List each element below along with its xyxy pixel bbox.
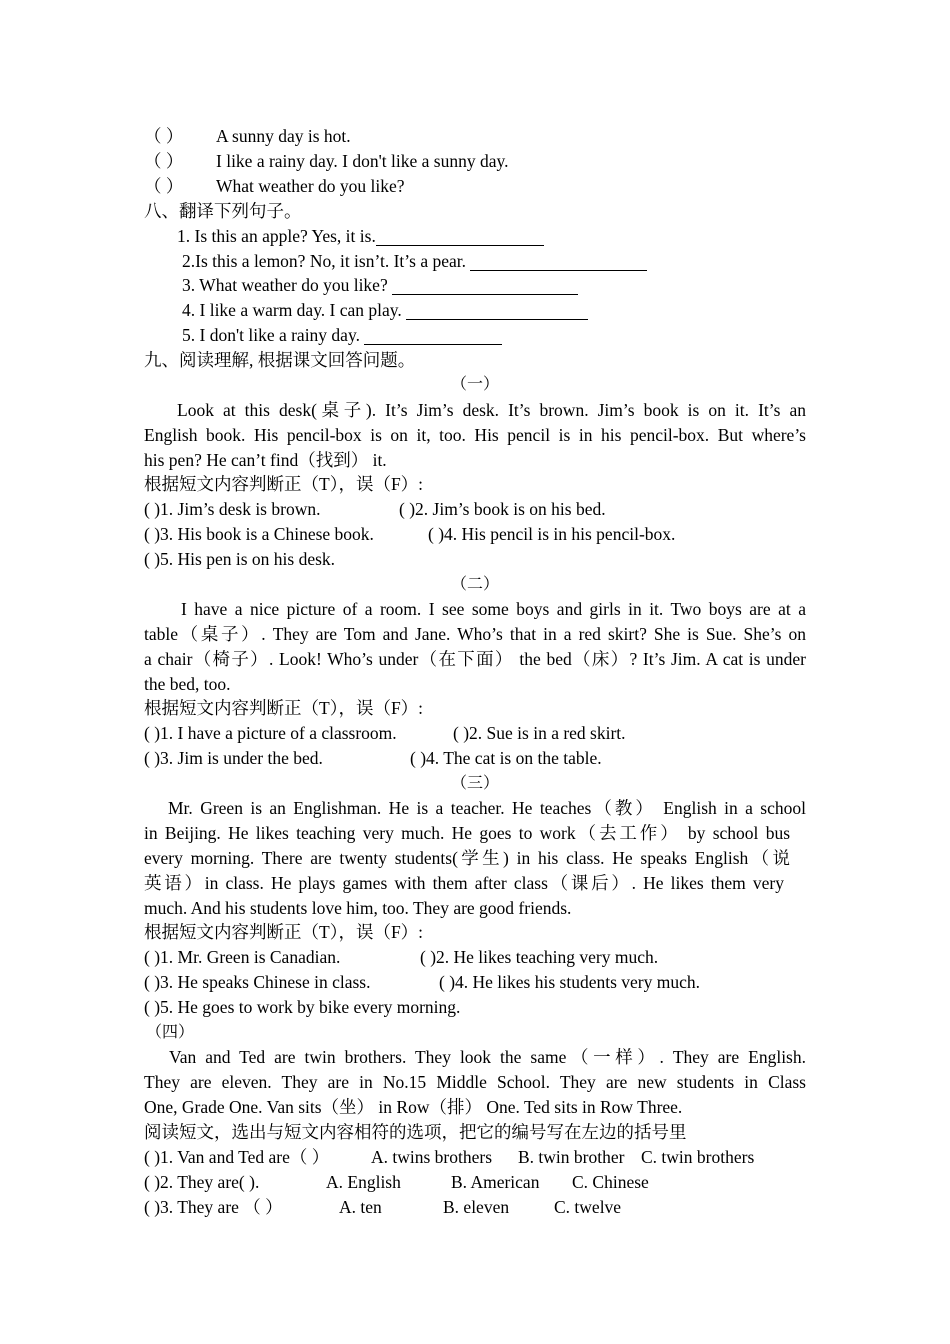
passage-line: every morning. There are twenty students(学生) in his class. He speaks English（说 bbox=[144, 848, 790, 868]
answer-bracket[interactable]: （ ） bbox=[144, 126, 184, 146]
passage-line: in Beijing. He likes teaching very much. He goes to work（去工作） by school bus bbox=[144, 823, 790, 843]
answer-blank[interactable] bbox=[470, 252, 647, 271]
translate-sentence: 5. I don't like a rainy day. bbox=[182, 325, 360, 345]
option-b[interactable]: B. twin brother bbox=[518, 1147, 625, 1167]
question-row bbox=[144, 497, 806, 522]
translate-item bbox=[182, 298, 782, 323]
passage-line: They are eleven. They are in No.15 Middle School. They are new students in Class bbox=[144, 1072, 806, 1092]
question-row bbox=[144, 522, 806, 547]
passage-line: table（桌子）. They are Tom and Jane. Who’s that in a red skirt? She is Sue. She’s on bbox=[144, 624, 806, 644]
judge-row bbox=[144, 124, 806, 149]
judge-instruction: 根据短文内容判断正（T），误（F）: bbox=[144, 474, 424, 494]
option-a[interactable]: A. twins brothers bbox=[371, 1147, 493, 1167]
answer-blank[interactable] bbox=[376, 227, 544, 246]
answer-bracket[interactable]: （ ） bbox=[144, 176, 184, 196]
passage-line: 英语）in class. He plays games with them after class（课后）. He likes them very bbox=[144, 873, 784, 893]
translate-item bbox=[182, 273, 782, 298]
passage-line: Van and Ted are twin brothers. They look the same（一样）. They are English. bbox=[169, 1047, 806, 1067]
passage-label: （一） bbox=[450, 376, 499, 393]
question[interactable]: ( )3. He speaks Chinese in class. bbox=[144, 972, 371, 992]
option-b[interactable]: B. American bbox=[451, 1172, 540, 1192]
question[interactable]: ( )5. His pen is on his desk. bbox=[144, 549, 336, 569]
passage-line: I have a nice picture of a room. I see some boys and girls in it. Two boys are at a bbox=[181, 599, 806, 619]
choice-instruction: 阅读短文，选出与短文内容相符的选项，把它的编号写在左边的括号里 bbox=[144, 1122, 687, 1142]
section-heading: 八、翻译下列句子。 bbox=[144, 201, 302, 221]
question[interactable]: ( )1. Mr. Green is Canadian. bbox=[144, 947, 341, 967]
judge-row bbox=[144, 174, 806, 199]
passage-line: his pen? He can’t find（找到） it. bbox=[144, 450, 387, 470]
question[interactable]: ( )4. He likes his students very much. bbox=[439, 972, 700, 992]
question-row bbox=[144, 547, 806, 572]
question[interactable]: ( )3. His book is a Chinese book. bbox=[144, 524, 374, 544]
question[interactable]: ( )4. His pencil is in his pencil-box. bbox=[428, 524, 676, 544]
choice-row bbox=[144, 1195, 806, 1220]
translate-sentence: 2.Is this a lemon? No, it isn’t. It’s a pear. bbox=[182, 251, 467, 271]
option-c[interactable]: C. Chinese bbox=[572, 1172, 649, 1192]
statement: What weather do you like? bbox=[216, 176, 405, 196]
option-a[interactable]: A. English bbox=[326, 1172, 401, 1192]
option-c[interactable]: C. twelve bbox=[554, 1197, 622, 1217]
question-row bbox=[144, 746, 806, 771]
answer-blank[interactable] bbox=[364, 326, 502, 345]
question-row bbox=[144, 995, 806, 1020]
passage-line: a chair（椅子）. Look! Who’s under（在下面） the bed（床）? It’s Jim. A cat is under bbox=[144, 649, 806, 669]
option-b[interactable]: B. eleven bbox=[443, 1197, 510, 1217]
translate-sentence: 4. I like a warm day. I can play. bbox=[182, 300, 402, 320]
translate-item bbox=[182, 323, 782, 348]
option-a[interactable]: A. ten bbox=[339, 1197, 382, 1217]
translate-sentence: 1. Is this an apple? Yes, it is. bbox=[177, 226, 376, 246]
question[interactable]: ( )4. The cat is on the table. bbox=[410, 748, 602, 768]
question[interactable]: ( )1. Van and Ted are（ ） bbox=[144, 1147, 330, 1167]
answer-bracket[interactable]: （ ） bbox=[144, 151, 184, 171]
translate-item bbox=[182, 249, 782, 274]
question-row bbox=[144, 945, 806, 970]
judge-instruction: 根据短文内容判断正（T），误（F）: bbox=[144, 922, 424, 942]
option-c[interactable]: C. twin brothers bbox=[641, 1147, 755, 1167]
judge-row bbox=[144, 149, 806, 174]
statement: I like a rainy day. I don't like a sunny day. bbox=[216, 151, 509, 171]
section-heading: 九、阅读理解, 根据课文回答问题。 bbox=[144, 350, 416, 370]
passage-line: One, Grade One. Van sits（坐） in Row（排） One. Ted sits in Row Three. bbox=[144, 1097, 683, 1117]
question[interactable]: ( )2. He likes teaching very much. bbox=[420, 947, 659, 967]
question[interactable]: ( )2. Jim’s book is on his bed. bbox=[399, 499, 606, 519]
passage-label: （四） bbox=[146, 1024, 195, 1041]
passage-label: （三） bbox=[450, 775, 499, 792]
translate-item bbox=[177, 224, 777, 249]
statement: A sunny day is hot. bbox=[216, 126, 351, 146]
question[interactable]: ( )1. I have a picture of a classroom. bbox=[144, 723, 397, 743]
question[interactable]: ( )3. Jim is under the bed. bbox=[144, 748, 323, 768]
passage-line: much. And his students love him, too. They are good friends. bbox=[144, 898, 572, 918]
question[interactable]: ( )1. Jim’s desk is brown. bbox=[144, 499, 321, 519]
passage-line: Look at this desk(桌子). It’s Jim’s desk. It’s brown. Jim’s book is on it. It’s an bbox=[177, 400, 806, 420]
passage-line: English book. His pencil-box is on it, too. His pencil is in his pencil-box. But where’s bbox=[144, 425, 806, 445]
question[interactable]: ( )2. Sue is in a red skirt. bbox=[453, 723, 626, 743]
passage-line: the bed, too. bbox=[144, 674, 231, 694]
question[interactable]: ( )2. They are( ). bbox=[144, 1172, 260, 1192]
choice-row bbox=[144, 1145, 806, 1170]
question-row bbox=[144, 970, 806, 995]
answer-blank[interactable] bbox=[392, 276, 578, 295]
passage-line: Mr. Green is an Englishman. He is a teacher. He teaches（教） English in a school bbox=[168, 798, 806, 818]
translate-sentence: 3. What weather do you like? bbox=[182, 275, 388, 295]
choice-row bbox=[144, 1170, 806, 1195]
judge-instruction: 根据短文内容判断正（T），误（F）: bbox=[144, 698, 424, 718]
question-row bbox=[144, 721, 806, 746]
passage-label: （二） bbox=[450, 576, 499, 593]
answer-blank[interactable] bbox=[406, 301, 588, 320]
question[interactable]: ( )3. They are （ ） bbox=[144, 1197, 283, 1217]
question[interactable]: ( )5. He goes to work by bike every morning. bbox=[144, 997, 461, 1017]
